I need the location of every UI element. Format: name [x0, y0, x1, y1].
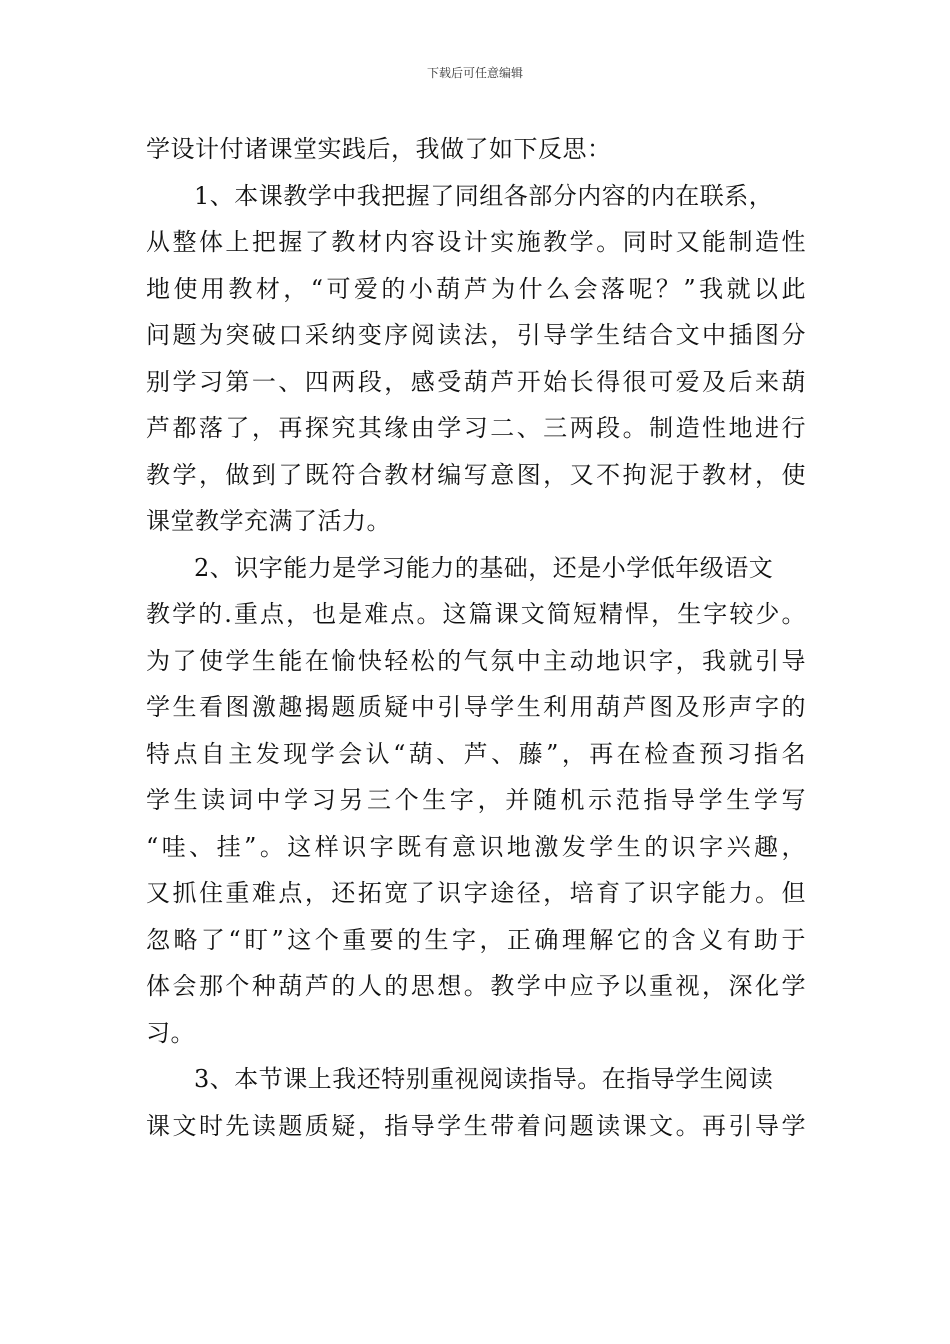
text-line: 又抓住重难点，还拓宽了识字途径，培育了识字能力。但: [146, 879, 806, 907]
text-line: 地使用教材，“可爱的小葫芦为什么会落呢？”我就以此: [146, 274, 806, 303]
text-line: 特点自主发现学会认“葫、芦、藤”，再在检查预习指名: [146, 739, 806, 768]
text-line: 学设计付诸课堂实践后，我做了如下反思：: [146, 135, 612, 163]
text-line: 习。: [146, 1018, 195, 1047]
text-line: 芦都落了，再探究其缘由学习二、三两段。制造性地进行: [146, 414, 806, 442]
text-line: 1、本课教学中我把握了同组各部分内容的内在联系，: [194, 181, 774, 210]
text-line: 课文时先读题质疑，指导学生带着问题读课文。再引导学: [146, 1111, 806, 1140]
text-line: 课堂教学充满了活力。: [146, 507, 391, 535]
text-line: 教学，做到了既符合教材编写意图，又不拘泥于教材，使: [146, 460, 806, 489]
text-line: 学生读词中学习另三个生字，并随机示范指导学生学写: [146, 786, 806, 814]
text-line: 教学的.重点，也是难点。这篇课文简短精悍，生字较少。: [146, 600, 806, 628]
text-line: 2、识字能力是学习能力的基础，还是小学低年级语文: [194, 553, 774, 582]
text-line: 问题为突破口采纳变序阅读法，引导学生结合文中插图分: [146, 321, 806, 349]
document-body: [146, 126, 806, 1149]
text-line: 3、本节课上我还特别重视阅读指导。在指导学生阅读: [194, 1065, 774, 1093]
text-line: 为了使学生能在愉快轻松的气氛中主动地识字，我就引导: [146, 646, 806, 675]
text-line: 从整体上把握了教材内容设计实施教学。同时又能制造性: [146, 228, 806, 256]
text-line: 忽略了“盯”这个重要的生字，正确理解它的含义有助于: [146, 925, 806, 954]
page-header: 下载后可任意编辑: [426, 66, 523, 80]
text-line: 体会那个种葫芦的人的思想。教学中应予以重视，深化学: [146, 972, 806, 1000]
text-line: 学生看图激趣揭题质疑中引导学生利用葫芦图及形声字的: [146, 693, 806, 721]
text-line: 别学习第一、四两段，感受葫芦开始长得很可爱及后来葫: [146, 367, 806, 396]
text-line: “哇、挂”。这样识字既有意识地激发学生的识字兴趣，: [146, 832, 806, 861]
